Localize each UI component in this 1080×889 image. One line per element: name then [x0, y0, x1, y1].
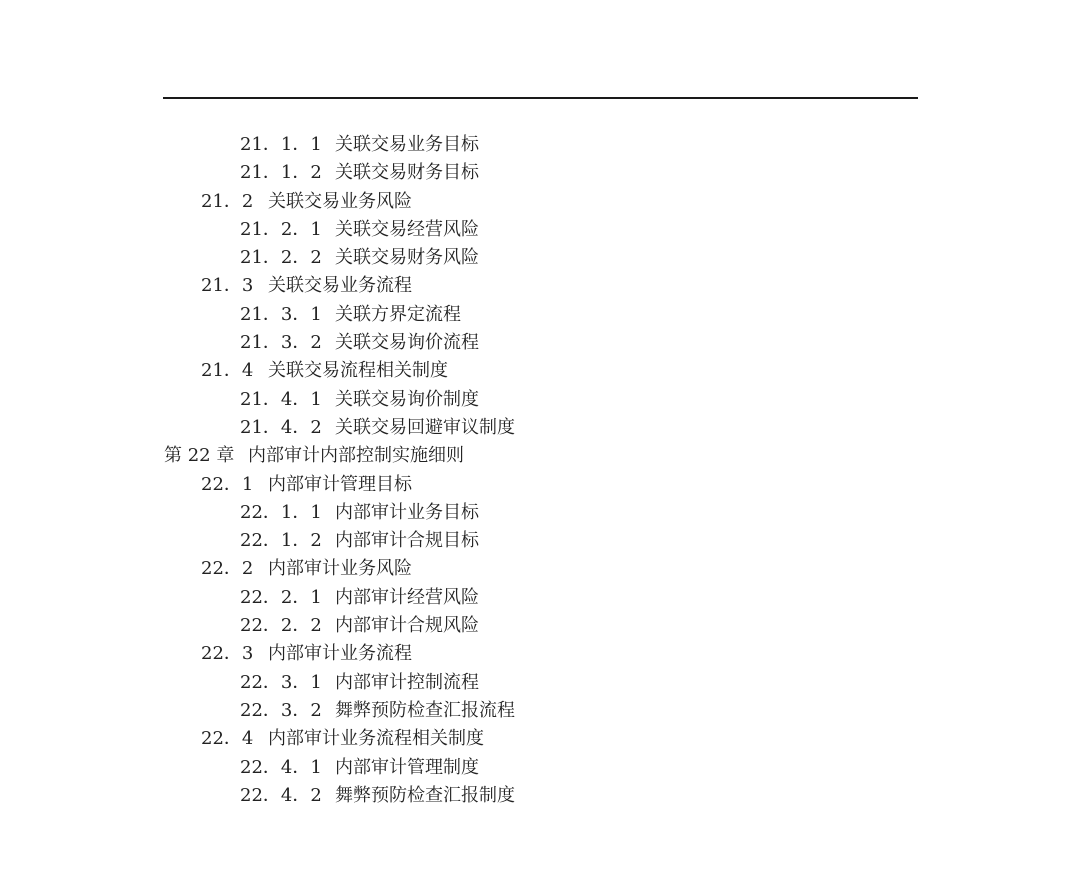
toc-entry-number: 22．3．2 — [240, 699, 322, 721]
toc-entry-title: 内部审计管理制度 — [335, 756, 479, 778]
toc-entry-title: 内部审计业务流程相关制度 — [268, 728, 484, 750]
toc-entry-number: 22．1．2 — [240, 530, 322, 552]
toc-entry-title: 内部审计经营风险 — [335, 586, 479, 608]
toc-entry — [0, 301, 1080, 329]
toc-entry-title: 内部审计管理目标 — [268, 473, 412, 495]
toc-entry-title: 内部审计内部控制实施细则 — [248, 445, 464, 467]
toc-entry — [0, 442, 1080, 470]
toc-entry — [0, 188, 1080, 216]
toc-entry-title: 内部审计业务流程 — [268, 643, 412, 665]
toc-entry-number: 22．2．2 — [240, 615, 322, 637]
toc-entry-number: 21．4．2 — [240, 416, 322, 438]
toc-entry-number: 22．1．1 — [240, 501, 322, 523]
toc-entry-number: 21．2 — [201, 190, 254, 212]
toc-entry — [0, 329, 1080, 357]
toc-entry — [0, 697, 1080, 725]
toc-entry-number: 22．2 — [201, 558, 254, 580]
toc-entry-title: 关联交易业务流程 — [268, 275, 412, 297]
toc-entry-number: 22．3．1 — [240, 671, 322, 693]
toc-entry — [0, 499, 1080, 527]
table-of-contents — [0, 131, 1080, 810]
toc-entry-number: 22．2．1 — [240, 586, 322, 608]
toc-entry-number: 21．1．1 — [240, 134, 322, 155]
toc-entry-title: 关联交易业务目标 — [335, 134, 479, 155]
toc-entry — [0, 754, 1080, 782]
toc-entry-number: 第 22 章 — [164, 445, 235, 467]
toc-entry — [0, 555, 1080, 583]
toc-entry-title: 关联交易流程相关制度 — [268, 360, 448, 382]
toc-entry — [0, 612, 1080, 640]
toc-entry-title: 关联交易询价制度 — [335, 388, 479, 410]
toc-entry-number: 21．1．2 — [240, 162, 322, 184]
toc-entry-title: 关联交易经营风险 — [335, 218, 479, 240]
toc-entry-number: 22．3 — [201, 643, 254, 665]
toc-entry — [0, 640, 1080, 668]
toc-entry — [0, 159, 1080, 187]
toc-entry-title: 内部审计业务目标 — [335, 501, 479, 523]
toc-entry-title: 关联交易财务风险 — [335, 247, 479, 269]
toc-entry-title: 关联交易财务目标 — [335, 162, 479, 184]
toc-entry-title: 关联交易回避审议制度 — [335, 416, 515, 438]
top-rule-divider — [163, 97, 918, 99]
toc-entry-number: 22．1 — [201, 473, 254, 495]
toc-entry-title: 内部审计合规风险 — [335, 615, 479, 637]
toc-entry — [0, 272, 1080, 300]
toc-entry-number: 21．3．1 — [240, 303, 322, 325]
toc-entry — [0, 669, 1080, 697]
toc-entry-number: 21．3．2 — [240, 332, 322, 354]
toc-entry — [0, 471, 1080, 499]
toc-entry-title: 内部审计控制流程 — [335, 671, 479, 693]
toc-entry-title: 舞弊预防检查汇报制度 — [335, 784, 515, 806]
toc-entry-title: 关联交易询价流程 — [335, 332, 479, 354]
toc-entry-title: 舞弊预防检查汇报流程 — [335, 699, 515, 721]
toc-entry — [0, 386, 1080, 414]
toc-entry-title: 内部审计合规目标 — [335, 530, 479, 552]
toc-entry — [0, 244, 1080, 272]
toc-entry — [0, 584, 1080, 612]
toc-entry-number: 21．2．2 — [240, 247, 322, 269]
toc-entry — [0, 725, 1080, 753]
toc-entry — [0, 527, 1080, 555]
toc-entry — [0, 216, 1080, 244]
toc-entry-number: 22．4．2 — [240, 784, 322, 806]
toc-entry — [0, 131, 1080, 159]
toc-entry-number: 21．4．1 — [240, 388, 322, 410]
toc-entry-number: 21．2．1 — [240, 218, 322, 240]
toc-entry-number: 22．4．1 — [240, 756, 322, 778]
toc-entry-title: 关联方界定流程 — [335, 303, 461, 325]
toc-entry — [0, 414, 1080, 442]
toc-entry-title: 关联交易业务风险 — [268, 190, 412, 212]
toc-entry — [0, 782, 1080, 810]
toc-entry-number: 21．4 — [201, 360, 254, 382]
toc-entry — [0, 357, 1080, 385]
toc-entry-number: 21．3 — [201, 275, 254, 297]
toc-entry-number: 22．4 — [201, 728, 254, 750]
toc-entry-title: 内部审计业务风险 — [268, 558, 412, 580]
